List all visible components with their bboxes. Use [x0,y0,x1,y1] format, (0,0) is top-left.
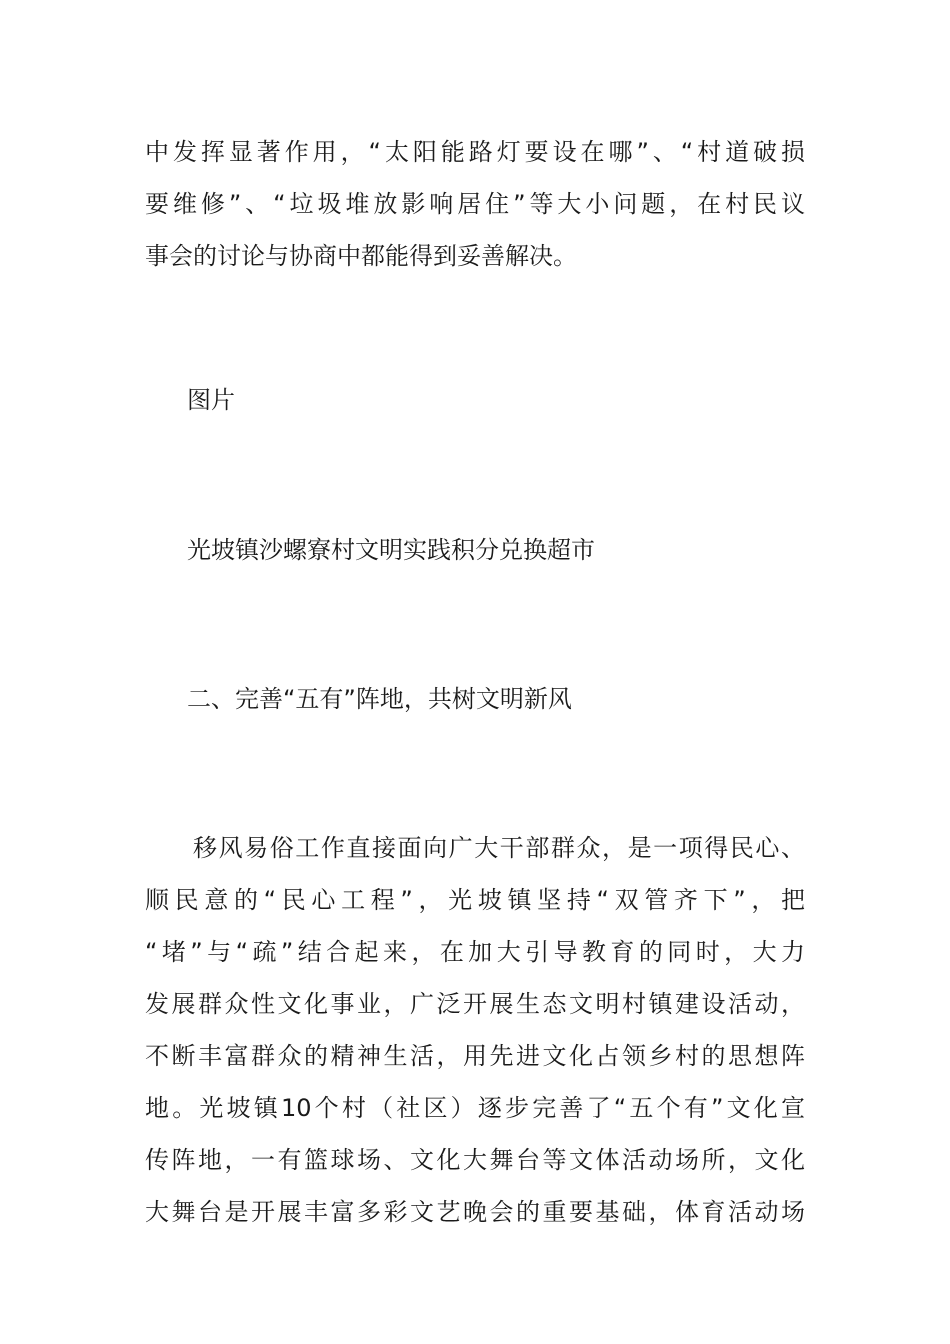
paragraph-1-line-3: 事会的讨论与协商中都能得到妥善解决。 [145,242,577,270]
paragraph-1-line-1: 中发挥显著作用，“太阳能路灯要设在哪”、“村道破损 [145,138,805,166]
paragraph-2-line-2: 顺民意的“民心工程”，光坡镇坚持“双管齐下”，把 [145,886,805,914]
paragraph-2-line-4: 发展群众性文化事业，广泛开展生态文明村镇建设活动， [145,990,805,1018]
paragraph-2-line-1: 移风易俗工作直接面向广大干部群众，是一项得民心、 [193,834,805,862]
image-caption: 光坡镇沙螺寮村文明实践积分兑换超市 [187,536,595,564]
section-heading: 二、完善“五有”阵地，共树文明新风 [187,685,572,713]
paragraph-2-line-6: 地。光坡镇10个村（社区）逐步完善了“五个有”文化宣 [145,1094,805,1122]
paragraph-2-line-7: 传阵地，一有篮球场、文化大舞台等文体活动场所，文化 [145,1146,805,1174]
paragraph-2-line-8: 大舞台是开展丰富多彩文艺晚会的重要基础，体育活动场 [145,1198,805,1226]
paragraph-2-line-5: 不断丰富群众的精神生活，用先进文化占领乡村的思想阵 [145,1042,805,1070]
paragraph-2-line-3: “堵”与“疏”结合起来，在加大引导教育的同时，大力 [145,938,805,966]
paragraph-1-line-2: 要维修”、“垃圾堆放影响居住”等大小问题，在村民议 [145,190,805,218]
image-placeholder-label: 图片 [187,386,235,414]
